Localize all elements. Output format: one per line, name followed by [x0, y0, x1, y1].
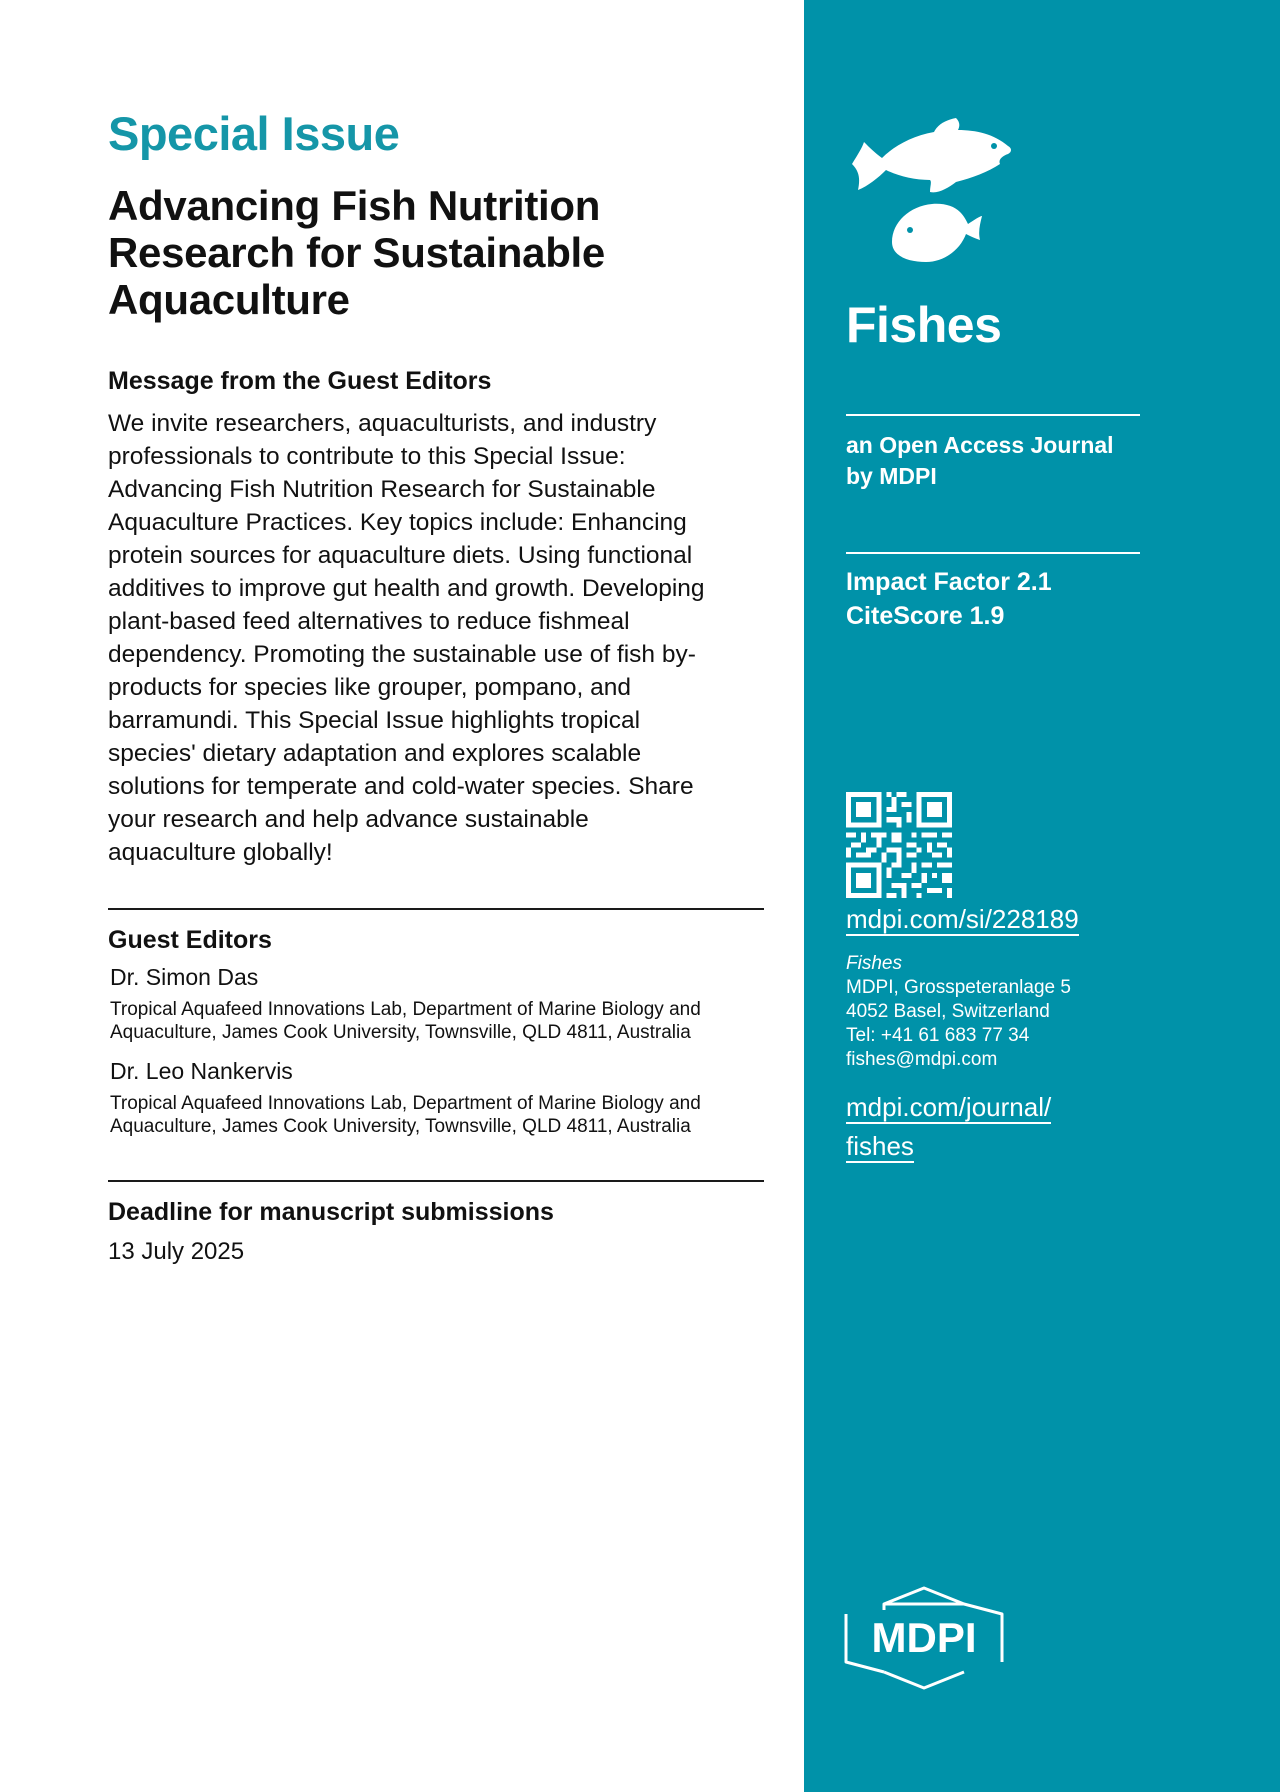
guest-editors-heading: Guest Editors	[108, 926, 272, 954]
journal-name: Fishes	[846, 297, 1002, 353]
message-line: professionals to contribute to this Special Issue:	[108, 443, 626, 470]
journal-sidebar	[804, 0, 1280, 1792]
message-line: dependency. Promoting the sustainable use of fish by-	[108, 641, 696, 668]
address-journal: Fishes	[846, 953, 902, 974]
editor-name: Dr. Leo Nankervis	[110, 1058, 293, 1084]
publisher-address	[846, 952, 1146, 1072]
open-access-label: an Open Access Journal	[846, 432, 1114, 458]
message-line: aquaculture globally!	[108, 839, 333, 866]
section-divider	[108, 908, 764, 910]
section-divider	[108, 1180, 764, 1182]
message-line: barramundi. This Special Issue highlights tropical	[108, 707, 641, 734]
affiliation-line: Aquaculture, James Cook University, Townsville, QLD 4811, Australia	[110, 1022, 691, 1043]
affiliation-line: Aquaculture, James Cook University, Townsville, QLD 4811, Australia	[110, 1116, 691, 1137]
address-phone: Tel: +41 61 683 77 34	[846, 1025, 1030, 1046]
editor-name: Dr. Simon Das	[110, 964, 259, 990]
message-line: additives to improve gut health and growth. Developing	[108, 575, 705, 602]
message-line: Aquaculture Practices. Key topics include: Enhancing	[108, 509, 687, 536]
message-line: We invite researchers, aquaculturists, and industry	[108, 410, 657, 437]
guest-editor	[110, 962, 764, 1044]
open-access-label: by MDPI	[846, 463, 937, 489]
message-line: protein sources for aquaculture diets. Using functional	[108, 542, 693, 569]
message-line: products for species like grouper, pompano, and	[108, 674, 631, 701]
editor-affiliation	[110, 998, 764, 1044]
affiliation-line: Tropical Aquafeed Innovations Lab, Department of Marine Biology and	[110, 999, 701, 1020]
message-line: plant-based feed alternatives to reduce fishmeal	[108, 608, 630, 635]
address-line: 4052 Basel, Switzerland	[846, 1001, 1050, 1022]
message-heading: Message from the Guest Editors	[108, 367, 492, 395]
sidebar-divider	[846, 414, 1140, 416]
special-issue-label: Special Issue	[108, 107, 400, 160]
message-line: your research and help advance sustainable	[108, 806, 589, 833]
title-line: Research for Sustainable	[108, 229, 605, 276]
sidebar-divider	[846, 552, 1140, 554]
title-line: Aquaculture	[108, 276, 350, 323]
message-line: Advancing Fish Nutrition Research for Sustainable	[108, 476, 656, 503]
mdpi-logo-icon	[844, 1586, 1004, 1690]
deadline-heading: Deadline for manuscript submissions	[108, 1198, 554, 1226]
editor-affiliation	[110, 1092, 764, 1138]
address-email[interactable]: fishes@mdpi.com	[846, 1049, 998, 1070]
special-issue-title	[108, 182, 708, 323]
qr-code-icon	[846, 792, 952, 898]
message-line: solutions for temperate and cold-water species. Share	[108, 773, 694, 800]
guest-editor	[110, 1056, 764, 1138]
address-line: MDPI, Grosspeteranlage 5	[846, 977, 1071, 998]
title-line: Advancing Fish Nutrition	[108, 182, 601, 229]
journal-link[interactable]: mdpi.com/journal/	[846, 1092, 1052, 1122]
special-issue-link[interactable]: mdpi.com/si/228189	[846, 904, 1079, 934]
citescore: CiteScore 1.9	[846, 602, 1005, 630]
message-line: species' dietary adaptation and explores scalable	[108, 740, 642, 767]
fish-icon	[848, 112, 1018, 272]
journal-link[interactable]: fishes	[846, 1131, 914, 1161]
impact-factor: Impact Factor 2.1	[846, 568, 1052, 596]
affiliation-line: Tropical Aquafeed Innovations Lab, Department of Marine Biology and	[110, 1093, 701, 1114]
deadline-date: 13 July 2025	[108, 1238, 245, 1265]
message-body	[108, 407, 764, 869]
mdpi-logo-text: MDPI	[871, 1614, 977, 1661]
